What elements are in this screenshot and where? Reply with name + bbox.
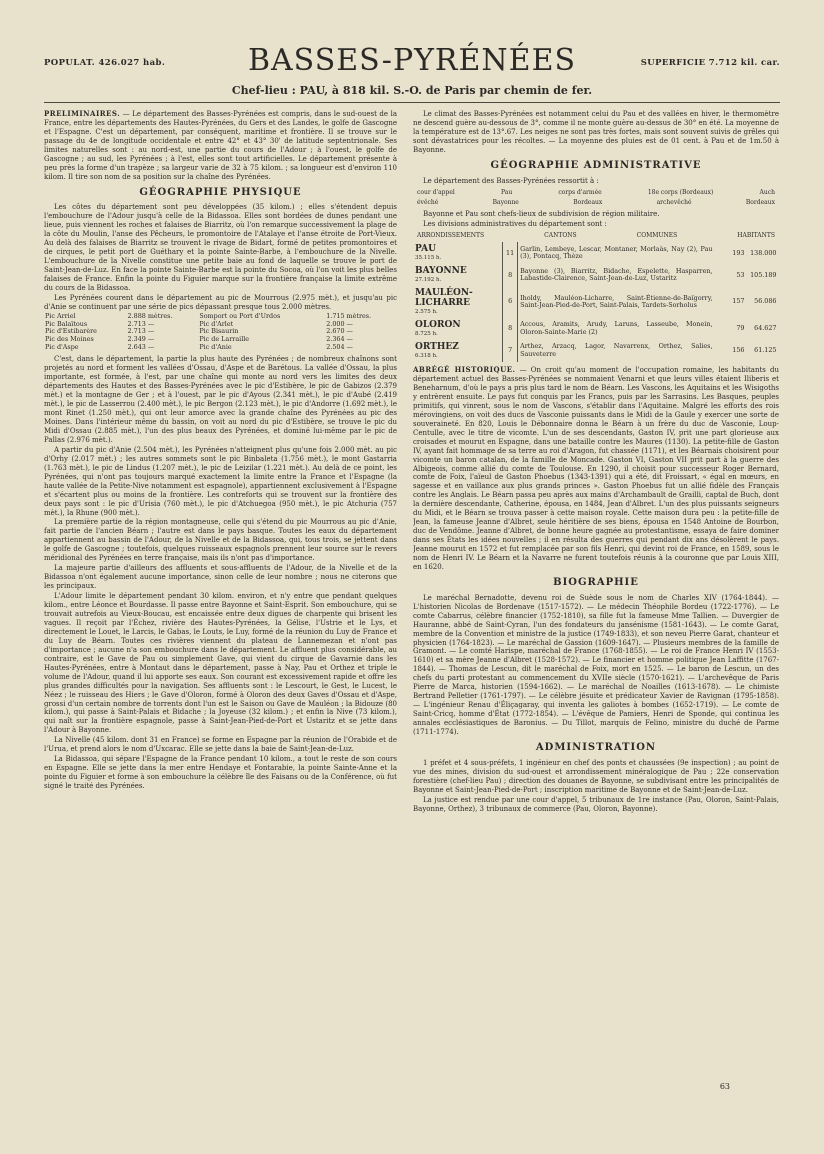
preliminaires-lead: PRÉLIMINAIRES. xyxy=(44,110,121,118)
resort-intro: Le département des Basses-Pyrénées ressortit à : xyxy=(423,176,599,185)
arrondissement-population: 27.192 h. xyxy=(415,277,442,284)
cantons-count: 8 xyxy=(503,318,518,340)
justice-paragraph: La justice est rendue par une cour d'appel, 5 tribunaux de 1re instance (Pau, Oloron, Saint-Palais, Bayonne, Orthez), 3 tribunaux de commerce (Pau, Oloron, Bayonne). xyxy=(413,795,779,813)
communes-count: 53 xyxy=(736,270,745,279)
header-rule xyxy=(44,102,780,103)
bidassoa-paragraph: La Bidassoa, qui sépare l'Espagne de la France pendant 10 kilom., a tout le reste de son cours en Espagne. Elle se jette dans la mer entre Hendaye et Fontarabie, la pointe Sainte-Anne et la pointe du Figuier et forme à son embouchure la célèbre île des Faisans ou de la Conférence, où fut signé le traité des Pyrénées. xyxy=(44,755,397,791)
peak-altitude: 2.888 mètres. xyxy=(127,311,173,320)
arrondissement-row xyxy=(413,242,779,264)
peak-altitude: 2.670 — xyxy=(326,327,353,336)
cantons-list: Accous, Aramits, Arudy, Laruns, Lasseube, Monein, Oloron-Sainte-Marie (2) xyxy=(520,320,713,337)
left-column xyxy=(44,110,397,1120)
chef-lieu-subtitle: Chef-lieu : PAU, à 818 kil. S.-O. de Paris par chemin de fer. xyxy=(231,84,593,97)
arrondissement-population: 8.725 h. xyxy=(415,331,438,338)
altitude-table xyxy=(44,313,397,351)
arrondissement-population: 35.115 h. xyxy=(415,255,442,262)
cantons-count: 6 xyxy=(503,286,518,318)
climate-paragraph: Le climat des Basses-Pyrénées est notamment celui du Pau et des vallées en hiver, le thermomètre ne descend guère au-dessous de 3°, comme il ne monte guère au-dessus de 30° en été. La moyenne de la température est de 13°.67. Les neiges ne sont pas très fortes, mais sont souvent suivis de grêles qui sont dévastatrices pour les récoltes. — La moyenne des pluies est de 01 cent. à Pau et de 1m.50 à Bayonne. xyxy=(413,110,779,154)
arrondissement-cell xyxy=(413,286,503,318)
habitants-count: 56.086 xyxy=(754,297,777,306)
page-title: BASSES-PYRÉNÉES xyxy=(247,43,577,78)
cantons-list: Arthez, Arzacq, Lagor, Navarrenx, Orthez, Salies, Sauveterre xyxy=(520,342,713,359)
peak-altitude: 2.713 — xyxy=(127,327,155,336)
cantons-count: 8 xyxy=(503,264,518,286)
cantons-count: 11 xyxy=(503,242,518,264)
col-head: COMMUNES xyxy=(636,231,678,239)
arrondissement-name: BAYONNE xyxy=(415,266,467,277)
communes-count: 79 xyxy=(736,324,745,333)
divisions-paragraph: Les divisions administratives du département sont : xyxy=(423,219,607,228)
resort-row xyxy=(413,199,779,207)
arrondissement-cell xyxy=(413,242,503,264)
resort-value: Bordeaux xyxy=(573,199,603,207)
arrondissement-row xyxy=(413,318,779,340)
resort-label: cour d'appel xyxy=(417,188,455,196)
peak-name: Pic d'Arlet xyxy=(199,319,234,328)
resort-label: corps d'armée xyxy=(558,188,602,196)
peak-altitude: 1.715 mètres. xyxy=(326,311,372,320)
communes-count: 156 xyxy=(732,346,745,355)
peak-name: Pic Arriel xyxy=(45,311,76,320)
abrege-paragraph xyxy=(413,366,779,572)
page-number: 63 xyxy=(719,1082,730,1091)
tributaries-paragraph: La majeure partie d'ailleurs des affluents et sous-affluents de l'Adour, de la Nivelle et de la Bidassoa n'ont également aucune importance, sinon celle de leur nombre ; nous ne citerons que les principaux. xyxy=(44,564,397,591)
col-head: HABITANTS xyxy=(737,231,775,239)
resort-value: Pau xyxy=(500,188,513,196)
resort-label: archevêché xyxy=(656,199,692,207)
peak-name: Pic d'Anie xyxy=(199,342,232,351)
peak-name: Pic des Moines xyxy=(45,334,94,343)
cantons-list: Garlin, Lembeye, Lescar, Montaner, Morlaàs, Nay (2), Pau (3), Pontacq, Thèze xyxy=(520,244,713,261)
peak-altitude: 2.364 — xyxy=(326,334,353,343)
habitants-count: 105.189 xyxy=(750,270,777,279)
arrondissement-name: OLORON xyxy=(415,320,461,331)
admin-table-header xyxy=(413,232,779,240)
peak-name: Pic de Larraille xyxy=(199,334,250,343)
peak-altitude: 2.504 — xyxy=(326,342,353,351)
preliminaires-text: — Le département des Basses-Pyrénées est compris, dans le sud-ouest de la France, entre les départements des Hautes-Pyrénées, du Gers et des Landes, le golfe de Gascogne et l'Espagne. C'est un département, par conséquent, maritime et frontière. Il se trouve sur le passage du 4e de longitude occidentale et entre 42° et 43° 30' de latitude septentrionale. Ses limites naturelles sont : au nord-est, une partie du cours de l'Adour ; à l'ouest, le golfe de Gascogne ; au sud, les Pyrénées ; à l'est, elles sont tout artificielles. Le département présente à peu près la forme d'un trapèze ; sa largeur varie de 32 à 75 kilom. ; sa longueur est d'environ 110 kilom. Il tire son nom de sa position sur la chaîne des Pyrénées. xyxy=(44,110,397,181)
altitude-row xyxy=(44,344,397,352)
cantons-list: Iholdy, Mauléon-Licharre, Saint-Étienne-de-Baïgorry, Saint-Jean-Pied-de-Port, Saint-Palais, Tardets-Sorholus xyxy=(520,293,713,310)
resort-row xyxy=(413,189,779,197)
peak-name: Pic d'Aspe xyxy=(45,342,79,351)
habitants-count: 61.125 xyxy=(754,346,777,355)
col-head: CANTONS xyxy=(544,231,577,239)
coast-paragraph: Les côtes du département sont peu développées (35 kilom.) ; elles s'étendent depuis l'embouchure de l'Adour jusqu'à celle de la Bidassoa. Elles sont bordées de dunes pendant une lieue, puis viennent les roches et falaises de Biarritz, où l'on remarque successivement la plage de la côte du Moulin, l'anse des Pêcheurs, le promontoire de l'Atalaye et l'anse étroite de Port-Vieux. Au delà des falaises de Biarritz se trouvent le rivage de Bidart, formé de petites promontoires et de cirques, le petit port de Guéthary et la pointe Sainte-Barbe, à l'embouchure de la Nivelle. L'embouchure de la Nivelle constitue une petite baie au fond de laquelle se trouve le port de Saint-Jean-de-Luz. En face la pointe Sainte-Barbe est la pointe du Socoa, où l'on voit les plus belles falaises de France. Enfin la pointe du Figuier marque sur la frontière française la limite extrême du cours de la Bidassoa. xyxy=(44,203,397,292)
preliminaires-paragraph xyxy=(44,110,397,182)
peak-name: Pic d'Estibarère xyxy=(45,327,97,336)
resort-value: Bayonne xyxy=(492,199,519,207)
geographie-physique-heading: GÉOGRAPHIE PHYSIQUE xyxy=(139,186,302,198)
peak-name: Pic Balaïtous xyxy=(45,319,88,328)
habitants-count: 64.627 xyxy=(754,324,777,333)
arrondissement-population: 6.318 h. xyxy=(415,352,438,359)
subdivision-paragraph: Bayonne et Pau sont chefs-lieux de subdivision de région militaire. xyxy=(423,209,660,218)
peak-altitude: 2.000 — xyxy=(326,319,353,328)
arrondissement-name: MAULÉON-LICHARRE xyxy=(415,288,473,309)
western-pyrenees-paragraph: A partir du pic d'Anie (2.504 mèt.), les Pyrénées n'atteignent plus qu'une fois 2.000 mèt. au pic d'Orhy (2.017 mèt.) ; les autres sommets sont le pic Binbaleta (1.756 mèt.), le mont Gastarria (1.763 mèt.), le pic de Lindus (1.207 mèt.), le pic de Leizilar (1.221 mèt.). Au delà de ce point, les Pyrénées, qui n'ont pas toujours marqué exactement la limite entre la France et l'Espagne (la haute vallée de la Petite-Nive notamment est espagnole), appartiennent exclusivement à l'Espagne et s'écartent plus ou moins de la frontière. Les contreforts qui se trouvent sur la frontière des deux pays sont : le pic d'Urisia (760 mèt.), le pic d'Atchuegoa (950 mèt.), le pic Atchuria (757 mèt.), la Rhune (900 mèt.). xyxy=(44,445,397,517)
resort-label: évêché xyxy=(417,199,439,207)
peak-name: Pic Bisaurin xyxy=(199,327,239,336)
geographie-administrative-heading: GÉOGRAPHIE ADMINISTRATIVE xyxy=(490,159,702,171)
communes-count: 157 xyxy=(732,297,745,306)
arrondissement-row xyxy=(413,264,779,286)
population-label: POPULAT. 426.027 hab. xyxy=(44,58,166,68)
abrege-lead: ABRÉGÉ HISTORIQUE. xyxy=(413,365,516,375)
cantons-count: 7 xyxy=(503,340,518,362)
communes-count: 193 xyxy=(732,248,745,257)
abrege-text: — On croit qu'au moment de l'occupation romaine, les habitants du département actuel des Basses-Pyrénées se nommaient Venarni et que leurs villes étaient Iliberis et Beneharnum, d'où le pays a pris plus tard le nom de Béarn. Les Vascons, les Aquitains et les Wisigoths y entrèrent ensuite. Le pays fut conquis par les Francs, puis par les Sarrasins. Les Basques, peuples primitifs, qui vinrent, sous le nom de Vascons, s'établir dans l'Aquitaine. Malgré les efforts des rois mérovingiens, on voit des ducs de Vasconie puissants dans le Midi de la Gaule y exercer une sorte de souveraineté. En 820, Louis le Débonnaire donna le Béarn à un frère du duc de Vasconie, Loup-Centulle, avec le titre de vicomte. L'un de ses descendants, Gaston IV, prit une part glorieuse aux croisades et mourut en Espagne, dans une bataille contre les Maures (1130). La petite-fille de Gaston IV, ayant fait hommage de sa terre au roi d'Aragon, fut chassée (1171), et les Béarnais choisirent pour vicomte un baron catalan, de la famille de Moncade. Gaston VI, Gaston VII prit part à la guerre des Albigeois, comme allié du comte de Toulouse. En 1290, il choisit pour successeur Roger Bernard, comte de Foix, l'aïeul de Gaston Phoebus (1343-1391) qui a été, dit Froissart, « égal en mœurs, en sagesse et en vaillance aux plus grands princes ». Gaston Phoebus fut un allié fidèle des Français contre les Anglais. Le Béarn passa peu après aux mains d'Archambault de Grailli, captal de Buch, dont la dernière descendante, Catherine, épousa, en 1484, Jean d'Albret. L'un des plus puissants seigneurs du Midi, et le Béarn se trouva passer à cette maison royale. Cette maison dura peu : la petite-fille de Jean, la fameuse Jeanne d'Albret, seule héritière de ses biens, épousa en 1548 Antoine de Bourbon, duc de Vendôme. Jeanne d'Albret, de bonne heure gagnée au protestantisme, essaya de faire dominer dans ses États les idées nouvelles ; il en résulta des guerres qui pendant dix ans désolèrent le pays. Jeanne mourut en 1572 et fut remplacée par son fils Henri, qui devint roi de France, en 1589, sous le nom de Henri IV. Le Béarn et la Navarre ne furent toutefois réunis à la couronne que par Louis XIII, en 1620. xyxy=(413,366,779,571)
regions-paragraph: La première partie de la région montagneuse, celle qui s'étend du pic Mourrous au pic d'Anie, fait partie de l'ancien Béarn ; l'autre est dans le pays basque. Toutes les eaux du département appartiennent au bassin de l'Adour, de la Nivelle et de la Bidassoa, qui, tous trois, se jettent dans le golfe de Gascogne ; toutefois, quelques ruisseaux espagnols prennent leur source sur le revers méridional des Pyrénées en terre française, mais ils n'ont pas d'importance. xyxy=(44,518,397,563)
arrondissement-cell xyxy=(413,340,503,362)
peak-name: Somport ou Port d'Urdos xyxy=(199,311,281,320)
cantons-list: Bayonne (3), Biarritz, Bidache, Espelette, Hasparren, Labastide-Clairence, Saint-Jean-de-Luz, Ustaritz xyxy=(520,266,713,283)
arrondissement-cell xyxy=(413,264,503,286)
biographie-heading: BIOGRAPHIE xyxy=(553,576,639,588)
arrondissement-row xyxy=(413,340,779,362)
surface-label: SUPERFICIE 7.712 kil. car. xyxy=(640,58,780,68)
col-head: ARRONDISSEMENTS xyxy=(417,231,485,239)
peak-altitude: 2.713 — xyxy=(127,319,155,328)
resort-value: Auch xyxy=(759,188,775,196)
nivelle-paragraph: La Nivelle (45 kilom. dont 31 en France) se forme en Espagne par la réunion de l'Orabide et de l'Urua, et prend alors le nom d'Uxcarac. Elle se jette dans la baie de Saint-Jean-de-Luz. xyxy=(44,736,397,754)
arrondissement-cell xyxy=(413,318,503,340)
arrondissement-name: ORTHEZ xyxy=(415,342,459,353)
administration-heading: ADMINISTRATION xyxy=(535,741,657,753)
resort-value: 18e corps (Bordeaux) xyxy=(647,188,714,196)
peak-altitude: 2.643 — xyxy=(127,342,155,351)
valleys-paragraph: C'est, dans le département, la partie la plus haute des Pyrénées ; de nombreux chaînons sont projetés au nord et forment les vallées d'Ossau, d'Aspe et de Barétous. La vallée d'Ossau, la plus importante, est formée, à l'est, par une chaîne qui monte au nord vers les limites des deux départements des Hautes et des Basses-Pyrénées avec le pic d'Estibère, le pic de Gabizos (2.379 mèt.) et la montagne de Ger ; et à l'ouest, par le pic d'Ayous (2.341 mèt.), le pic d'Aubé (2.419 mèt.), le pic de Lasserrou (2.400 mèt.), le pic Bergon (2.123 mèt.), le pic d'Andorre (1.692 mèt.), le mont Rinet (1.250 mèt.), qui ont leur amorce avec la grande chaîne des Pyrénées au pic des Moines. Dans l'intérieur même du bassin, on voit au nord du pic d'Estibère, se trouve le pic du Midi d'Ossau (2.885 mèt.), l'un des plus beaux des Pyrénées, et dominé lui-même par le pic de Pallas (2.976 mèt.). xyxy=(44,355,397,444)
biographie-paragraph: Le maréchal Bernadotte, devenu roi de Suède sous le nom de Charles XIV (1764-1844). — L'historien Nicolas de Bordenave (1517-1572). — Le médecin Théophile Bordeu (1722-1776). — Le comte Cabarrus, célèbre financier (1752-1810), sa fille fut la fameuse Mme Tallien. — Duvergier de Hauranne, abbé de Saint-Cyran, l'un des fondateurs du jansénisme (1581-1643). — Le comte Garat, membre de la Convention et ministre de la justice (1749-1833), et son neveu Pierre Garat, chanteur et physicien (1764-1823). — Le maréchal de Gassion (1609-1647). — Plusieurs membres de la famille de Gramont. — Le comté Harispe, maréchal de France (1768-1855). — Le roi de France Henri IV (1553-1610) et sa mère Jeanne d'Albret (1528-1572). — Le financier et homme politique Jean Laffitte (1767-1844). — Thomas de Lescun, dit le maréchal de Foix, mort en 1525. — Le baron de Lescun, un des chefs du parti protestant au commencement du XVIIe siècle (1570-1621). — L'archevêque de Paris Pierre de Marca, historien (1594-1662). — Le maréchal de Noailles (1613-1678). — Le chimiste Bertrand Pelletier (1761-1797). — Le célèbre jésuite et prédicateur Xavier de Ravignan (1795-1858). — L'ingénieur Renau d'Éliçagaray, qui inventa les galiotes à bombes (1652-1719). — Le comte de Saint-Cricq, homme d'État (1772-1854). — L'évêque de Pamiers, Henri de Sponde, qui continua les annales ecclésiastiques de Baronius. — Du Tillot, marquis de Felino, ministre du duché de Parme (1711-1774). xyxy=(413,593,779,737)
peak-altitude: 2.349 — xyxy=(127,334,155,343)
arrondissements-table xyxy=(413,242,779,362)
resort-value: Bordeaux xyxy=(745,199,775,207)
arrondissement-population: 2.575 h. xyxy=(415,309,438,316)
arrondissement-name: PAU xyxy=(415,244,436,255)
right-column xyxy=(413,110,779,1090)
mountains-paragraph: Les Pyrénées courent dans le département au pic de Mourrous (2.975 mèt.), et jusqu'au pic d'Anie se continuent par une série de pics dépassant presque tous 2.000 mètres. xyxy=(44,293,397,311)
adour-paragraph: L'Adour limite le département pendant 30 kilom. environ, et n'y entre que pendant quelques kilom., entre Léonce et Bourdasse. Il passe entre Bayonne et Saint-Esprit. Son embouchure, qui se trouvait autrefois au Vieux-Boucau, est encaissée entre deux digues de charpente qui brisent les vagues. Il reçoit par l'Échez, rivière des Hautes-Pyrénées, la Gélise, l'Ustrie et le Lys, et directement le Louet, le Larcis, le Gabas, le Louts, le Luy, formé de la réunion du Luy de France et du Luy de Béarn. Toutes ces rivières viennent du plateau de Lannemezan et n'ont pas d'importance ; aucune n'a son embouchure dans le département. Le affluent plus considérable, au contraire, est le Gave de Pau ou simplement Gave, qui vient du cirque de Gavarnie dans les Hautes-Pyrénées, entre à Montaut dans le département, passe à Nay, Pau et Orthez et triple le volume de l'Adour, quand il lui apporte ses eaux. Son courant est excessivement rapide et offre les plus grandes difficultés pour la navigation. Ses affluents sont : le Lescourt, le Gest, le Lucest, le Néez ; le ruisseau des Hiers ; le Gave d'Oloron, formé à Oloron des deux Gaves d'Ossau et d'Aspe, grossi d'un certain nombre de torrents dont l'un est le Saison ou Gave de Mauléon ; la Bidouze (80 kilom.), qui passe à Saint-Palais et Bidache ; la Joyeuse (32 kilom.) ; et enfin la Nive (73 kilom.), qui naît sur la frontière espagnole, passe à Saint-Jean-Pied-de-Port et Ustaritz et se jette dans l'Adour à Bayonne. xyxy=(44,592,397,735)
administration-paragraph: 1 préfet et 4 sous-préfets, 1 ingénieur en chef des ponts et chaussées (9e inspection) ; au point de vue des mines, division du sud-ouest et arrondissement minéralogique de Pau ; 22e conservation forestière (chef-lieu Pau) ; direction des douanes de Bayonne, se subdivisant entre les principalités de Bayonne et Saint-Jean-Pied-de-Port ; inscription maritime de Bayonne et de Saint-Jean-de-Luz. xyxy=(413,758,779,794)
habitants-count: 138.000 xyxy=(750,248,777,257)
arrondissement-row xyxy=(413,286,779,318)
